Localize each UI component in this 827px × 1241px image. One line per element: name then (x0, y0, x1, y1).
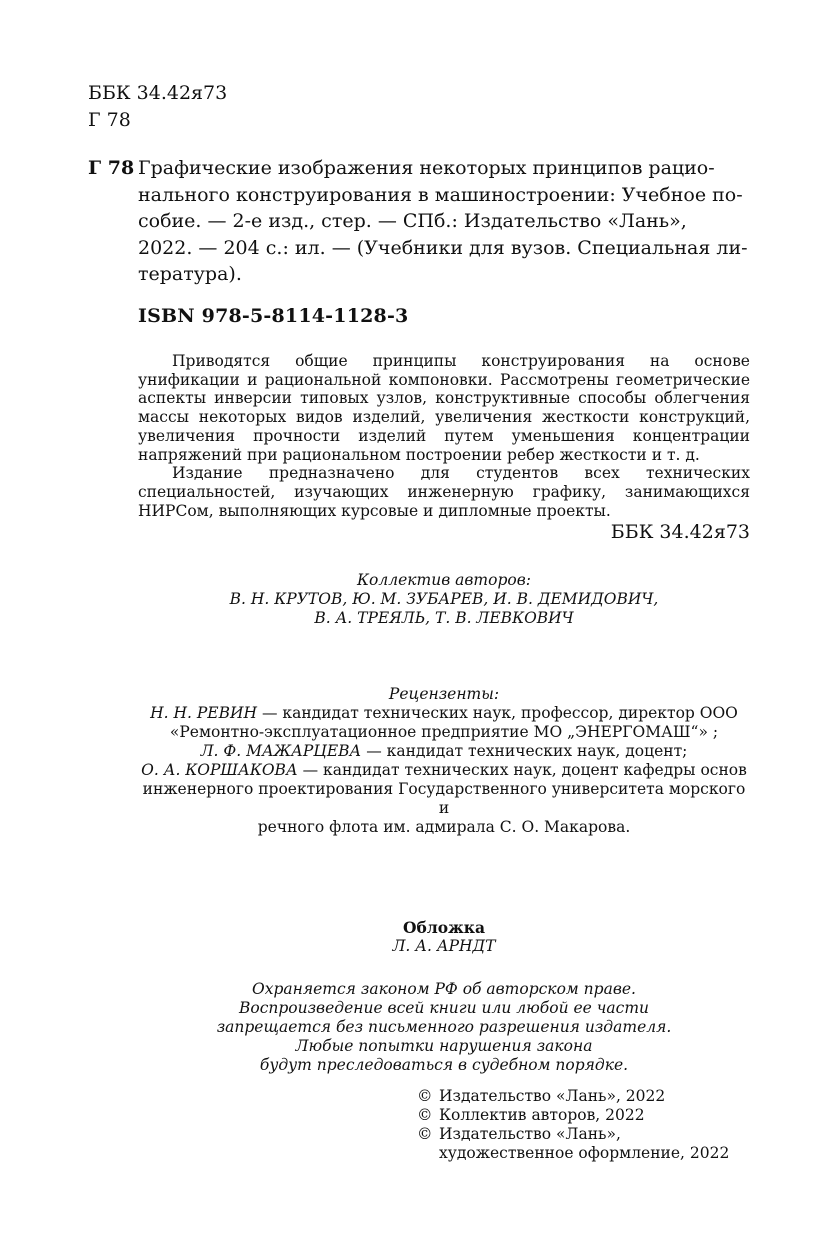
reviewers-heading: Рецензенты: (388, 685, 500, 703)
reviewer-name: О. А. КОРШАКОВА (141, 761, 298, 779)
reviewer-entry (138, 742, 750, 761)
copyright-row (417, 1087, 729, 1106)
authors-line: В. А. ТРЕЯЛЬ, Т. В. ЛЕВКОВИЧ (314, 609, 574, 627)
cover-artist: Л. А. АРНДТ (392, 937, 496, 955)
bbk-code: ББК 34.42я73 (88, 82, 228, 104)
copyright-text-line: художественное оформление, 2022 (439, 1144, 730, 1162)
copyright-text: Издательство «Лань», 2022 (439, 1087, 666, 1105)
copyright-row (417, 1106, 729, 1125)
annotation-bbk: ББК 34.42я73 (610, 521, 750, 543)
annotation (138, 352, 750, 520)
reviewer-entry (138, 704, 750, 723)
isbn: ISBN 978-5-8114-1128-3 (138, 305, 409, 327)
annotation-paragraph: Приводятся общие принципы конструирования на основе унификации и рациональной компоновки. Рассмотрены геометрические аспекты инверсии типовых узлов, конструктивные способы облегчения массы некоторых видов изделий, увеличения жесткости конструкций, увеличения прочности изделий путем уменьшения концентрации напряжений при рациональном построении ребер жесткости и т. д. (138, 352, 750, 464)
entry-line: тература). (138, 263, 242, 285)
authors-block (138, 571, 750, 628)
reviewer-desc-line: «Ремонтно-эксплуатационное предприятие МО „ЭНЕРГОМАШ“» ; (169, 723, 719, 741)
classification-block (88, 80, 227, 134)
reviewer-entry (138, 761, 750, 780)
notice-line: Охраняется законом РФ об авторском праве. (252, 980, 636, 998)
copyright-notice (138, 980, 750, 1075)
entry-line: Графические изображения некоторых принципов рацио- (138, 157, 715, 179)
copyright-icon: © (417, 1106, 433, 1124)
reviewer-desc: — кандидат технических наук, доцент; (361, 742, 688, 760)
reviewer-name: Л. Ф. МАЖАРЦЕВА (200, 742, 362, 760)
reviewer-name: Н. Н. РЕВИН (150, 704, 258, 722)
entry-line: 2022. — 204 с.: ил. — (Учебники для вузов. Специальная ли- (138, 236, 748, 259)
reviewer-desc-line: речного флота им. адмирала С. О. Макарова. (257, 818, 631, 836)
entry-line: нального конструирования в машиностроении: Учебное по- (138, 183, 743, 206)
reviewer-desc-line: инженерного проектирования Государственного университета морского и (142, 780, 746, 817)
bibliographic-entry (138, 155, 748, 288)
notice-line: Любые попытки нарушения закона (295, 1037, 593, 1055)
copyright-text-line: Издательство «Лань», (439, 1125, 621, 1143)
notice-line: Воспроизведение всей книги или любой ее части (238, 999, 650, 1017)
copyright-icon: © (417, 1125, 433, 1143)
copyright-text (439, 1125, 729, 1163)
reviewers-block (138, 685, 750, 837)
entry-index: Г 78 (88, 157, 135, 179)
authors-line: В. Н. КРУТОВ, Ю. М. ЗУБАРЕВ, И. В. ДЕМИДОВИЧ, (229, 590, 659, 608)
copyright-icon: © (417, 1087, 433, 1105)
author-index: Г 78 (88, 109, 131, 131)
cover-title: Обложка (403, 918, 485, 937)
copyright-lines (417, 1087, 729, 1163)
copyright-row (417, 1125, 729, 1163)
notice-line: запрещается без письменного разрешения издателя. (216, 1018, 672, 1036)
cover-credit (138, 918, 750, 956)
authors-heading: Коллектив авторов: (357, 571, 531, 589)
entry-line: собие. — 2-е изд., стер. — СПб.: Издательство «Лань», (138, 210, 687, 232)
reviewer-desc: — кандидат технических наук, доцент кафедры основ (297, 761, 747, 779)
copyright-text: Коллектив авторов, 2022 (439, 1106, 645, 1124)
reviewer-desc: — кандидат технических наук, профессор, директор ООО (257, 704, 738, 722)
annotation-paragraph: Издание предназначено для студентов всех технических специальностей, изучающих инженерную графику, занимающихся НИРСом, выполняющих курсовые и дипломные проекты. (138, 464, 750, 520)
notice-line: будут преследоваться в судебном порядке. (259, 1056, 629, 1074)
